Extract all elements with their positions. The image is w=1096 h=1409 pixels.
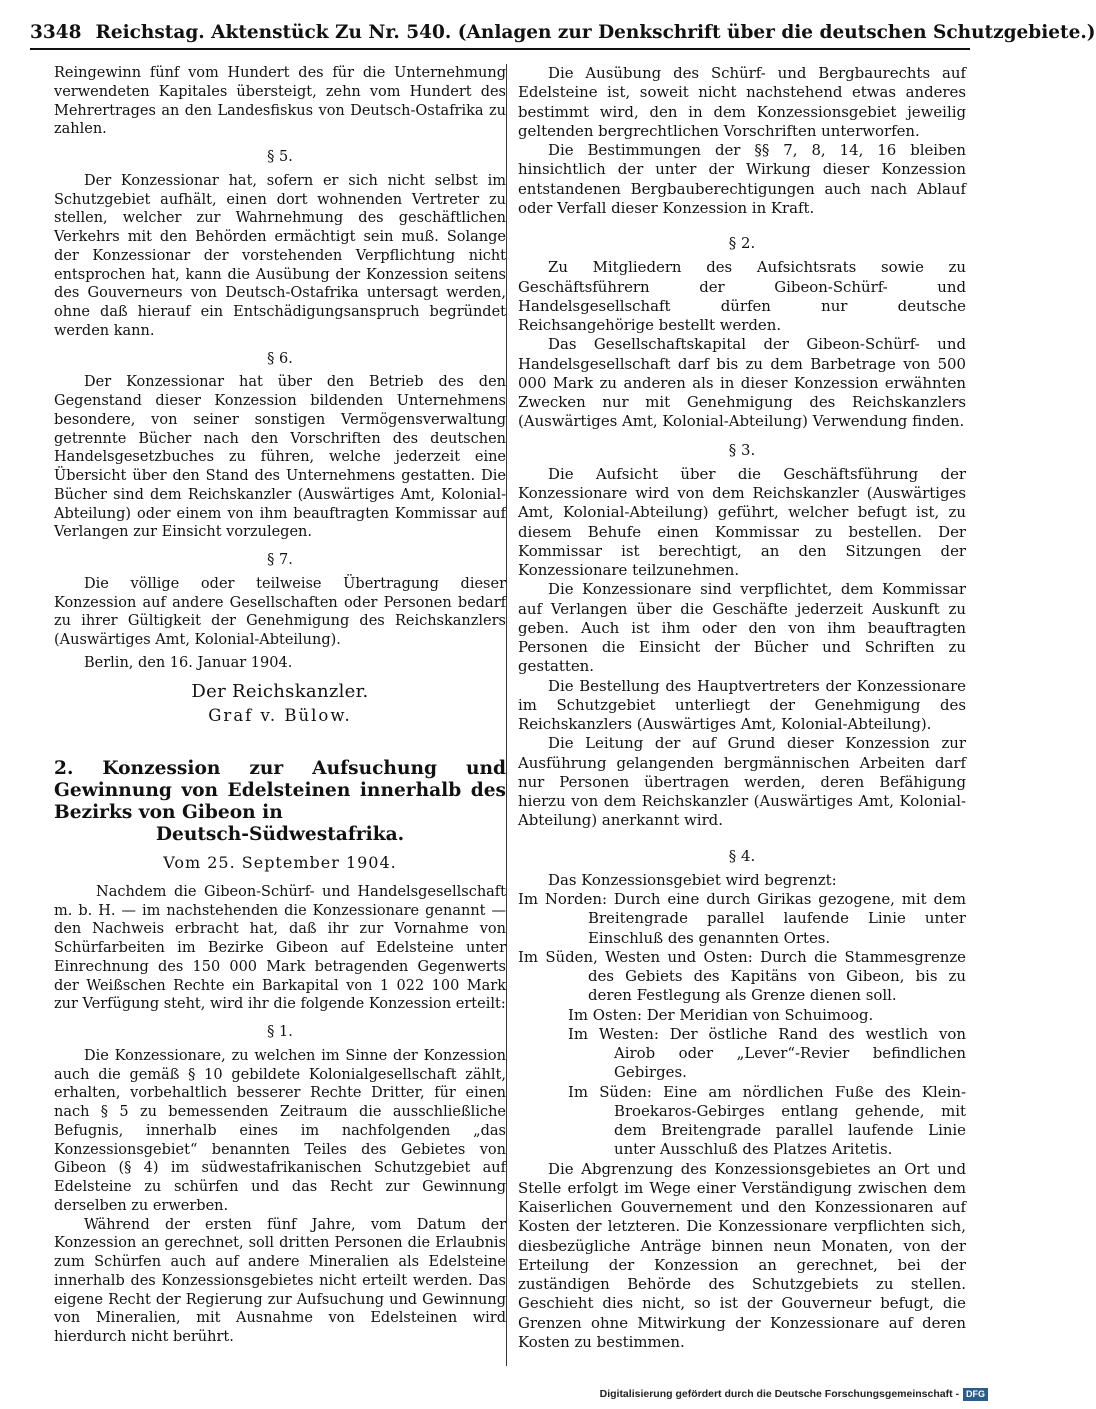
paragraph: Während der ersten fünf Jahre, vom Datum der Konzession an gerechnet, soll dritten Personen die Erlaubnis zum Schürfen auch auf andere Mineralien als Edelsteine innerhalb des Konzessionsgebietes nicht erteilt werden. Das eigene Recht der Regierung zur Aufsuchung und Gewinnung von Mineralien, mit Ausnahme von Edelsteinen wird hierdurch nicht berührt. bbox=[54, 1216, 506, 1345]
paragraph: Die Leitung der auf Grund dieser Konzession zur Ausführung gelangenden bergmännischen Arbeiten darf nur Personen übertragen werden, deren Befähigung hierzu von dem Reichskanzler (Auswärtiges Amt, Kolonial-Abteilung) anerkannt wird. bbox=[518, 734, 966, 830]
section-number: § 6. bbox=[267, 350, 293, 367]
section-number: § 3. bbox=[728, 440, 756, 459]
paragraph: Der Konzessionar hat, sofern er sich nicht selbst im Schutzgebiet aufhält, einen dort wohnenden Vertreter zu stellen, welcher zur Wahrnehmung des geschäftlichen Verkehrs mit den Behörden ermächtigt sein muß. Solange der Konzessionar der vorstehenden Verpflichtung nicht entsprochen hat, kann die Ausübung der Konzession seitens des Gouverneurs von Deutsch-Ostafrika untersagt werden, ohne daß hierauf ein Entschädigungsanspruch begründet werden kann. bbox=[54, 172, 506, 339]
section-number: § 5. bbox=[267, 149, 293, 165]
paragraph: Die Konzessionare sind verpflichtet, dem Kommissar auf Verlangen über die Geschäfte jederzeit Auskunft zu geben. Auch ist ihm oder den von ihm beauftragten Personen die Einsicht der Bücher und Schriften zu gestatten. bbox=[518, 580, 966, 676]
paragraph: Das Gesellschaftskapital der Gibeon-Schürf- und Handelsgesellschaft darf bis zu dem Barbetrage von 500 000 Mark zu anderen als in dieser Konzession erwähnten Zwecken nur mit Genehmigung des Reichskanzlers (Auswärtiges Amt, Kolonial-Abteilung) Verwendung finden. bbox=[518, 335, 966, 431]
section-number: § 7. bbox=[267, 552, 293, 568]
heading-line: 2. Konzession zur Aufsuchung und Gewinnung von Edelsteinen innerhalb des Bezirks von Gibeon in bbox=[54, 758, 506, 823]
signature-name: Graf v. Bülow. bbox=[208, 706, 352, 726]
document-date: Vom 25. September 1904. bbox=[163, 853, 397, 872]
page-number: 3348 bbox=[30, 22, 82, 43]
paragraph: Das Konzessionsgebiet wird begrenzt: bbox=[548, 870, 837, 889]
section-number: § 2. bbox=[728, 234, 756, 252]
paragraph: Reingewinn fünf vom Hundert des für die Unternehmung verwendeten Kapitales übersteigt, zehn vom Hundert des Mehrertrages an den Landesfiskus von Deutsch-Ostafrika zu zahlen. bbox=[54, 65, 506, 138]
boundary-south-west-east: Im Süden, Westen und Osten: Durch die Stammesgrenze des Gebiets des Kapitäns von Gibeon, bis zu deren Festlegung als Grenze dienen soll. bbox=[518, 947, 966, 1005]
paragraph: Zu Mitgliedern des Aufsichtsrats sowie zu Geschäftsführern der Gibeon-Schürf- und Handelsgesellschaft dürfen nur deutsche Reichsangehörige bestellt werden. bbox=[518, 258, 966, 334]
paragraph: Der Konzessionar hat über den Betrieb des den Gegenstand dieser Konzession bildenden Unternehmens besondere, von seiner sonstigen Vermögensverwaltung getrennte Bücher nach den Vorschriften des deutschen Handelsgesetzbuches zu führen, welche jederzeit eine Übersicht über den Stand des Unternehmens gestatten. Die Bücher sind dem Reichskanzler (Auswärtiges Amt, Kolonial-Abteilung) oder einem von ihm beauftragten Kommissar auf Verlangen zur Einsicht vorzulegen. bbox=[54, 374, 506, 541]
section-number: § 1. bbox=[267, 1024, 293, 1040]
boundary-west: Im Westen: Der östliche Rand des westlich von Airob oder „Lever“-Revier befindlichen Gebirges. bbox=[568, 1024, 966, 1082]
page-header bbox=[30, 18, 1096, 50]
paragraph: Die Bestimmungen der §§ 7, 8, 14, 16 bleiben hinsichtlich der unter der Wirkung dieser Konzession entstandenen Bergbauberechtigungen auch nach Ablauf oder Verfall dieser Konzession in Kraft. bbox=[518, 141, 966, 217]
paragraph: Nachdem die Gibeon-Schürf- und Handelsgesellschaft m. b. H. — im nachstehenden die Konzessionare genannt — den Nachweis erbracht hat, daß ihr zur Vornahme von Schürfarbeiten im Bezirke Gibeon auf Edelsteine unter Einrechnung des 150 000 Mark betragenden Gegenwerts der Weißschen Rechte ein Barkapital von 1 022 100 Mark zur Verfügung steht, wird ihr die folgende Konzession erteilt: bbox=[54, 883, 506, 1013]
place-date: Berlin, den 16. Januar 1904. bbox=[84, 654, 293, 671]
right-column bbox=[518, 64, 966, 1352]
section-number: § 4. bbox=[728, 846, 756, 865]
paragraph: Die Aufsicht über die Geschäftsführung der Konzessionare wird von dem Reichskanzler (Auswärtiges Amt, Kolonial-Abteilung) geführt, welcher befugt ist, zu diesem Behufe einen Kommissar zu bestellen. Der Kommissar ist berechtigt, an den Sitzungen der Konzessionare teilzunehmen. bbox=[518, 464, 966, 579]
paragraph: Die Bestellung des Hauptvertreters der Konzessionare im Schutzgebiet unterliegt der Genehmigung des Reichskanzlers (Auswärtiges Amt, Kolonial-Abteilung). bbox=[518, 676, 966, 733]
boundary-south: Im Süden: Eine am nördlichen Fuße des Klein-Broekaros-Gebirges entlang gehende, mit dem Breitengrade parallel laufende Linie unter Ausschluß des Platzes Aritetis. bbox=[568, 1082, 966, 1159]
footer-credit: Digitalisierung gefördert durch die Deutsche Forschungsgemeinschaft - bbox=[599, 1388, 959, 1400]
paragraph: Die Konzessionare, zu welchen im Sinne der Konzession auch die gemäß § 10 gebildete Kolonialgesellschaft zählt, erhalten, vorbehaltlich besserer Rechte Dritter, für einen nach § 5 zu bemessenden Zeitraum die ausschließliche Befugnis, innerhalb eines im nachfolgenden „das Konzessionsgebiet“ benannten Teiles des Gebietes von Gibeon (§ 4) im südwestafrikanischen Schutzgebiet auf Edelsteine zu schürfen und das Recht zur Gewinnung derselben zu erwerben. bbox=[54, 1047, 506, 1214]
left-column bbox=[54, 64, 506, 1347]
document-heading bbox=[54, 758, 506, 846]
signature-title: Der Reichskanzler. bbox=[191, 680, 369, 702]
running-title: Reichstag. Aktenstück Zu Nr. 540. (Anlagen zur Denkschrift über die deutschen Schutzgebiete.) bbox=[95, 22, 1096, 43]
paragraph: Die Abgrenzung des Konzessionsgebietes an Ort und Stelle erfolgt im Wege einer Verständigung zwischen dem Kaiserlichen Gouvernement und den Konzessionaren auf Kosten der letzteren. Die Konzessionare verpflichten sich, diesbezügliche Anträge binnen neun Monaten, von der Erteilung der Konzession an gerechnet, bei der zuständigen Behörde des Schutzgebiets zu stellen. Geschieht dies nicht, so ist der Gouverneur befugt, die Grenzen ohne Mitwirkung der Konzessionare auf deren Kosten zu bestimmen. bbox=[518, 1159, 966, 1351]
column-divider bbox=[506, 64, 507, 1366]
dfg-logo: DFG bbox=[963, 1388, 988, 1401]
boundary-north: Im Norden: Durch eine durch Girikas gezogene, mit dem Breitengrade parallel laufende Linie unter Einschluß des genannten Ortes. bbox=[518, 890, 966, 947]
boundary-east: Im Osten: Der Meridian von Schuimoog. bbox=[568, 1005, 874, 1024]
digitization-footer bbox=[600, 1386, 988, 1402]
paragraph: Die völlige oder teilweise Übertragung dieser Konzession auf andere Gesellschaften oder Personen bedarf zu ihrer Gültigkeit der Genehmigung des Reichskanzlers (Auswärtiges Amt, Kolonial-Abteilung). bbox=[54, 575, 506, 648]
heading-line: Deutsch-Südwestafrika. bbox=[155, 824, 405, 845]
paragraph: Die Ausübung des Schürf- und Bergbaurechts auf Edelsteine ist, soweit nicht nachstehend etwas anderes bestimmt wird, den in dem Konzessionsgebiet jeweilig geltenden bergrechtlichen Vorschriften unterworfen. bbox=[518, 64, 966, 140]
